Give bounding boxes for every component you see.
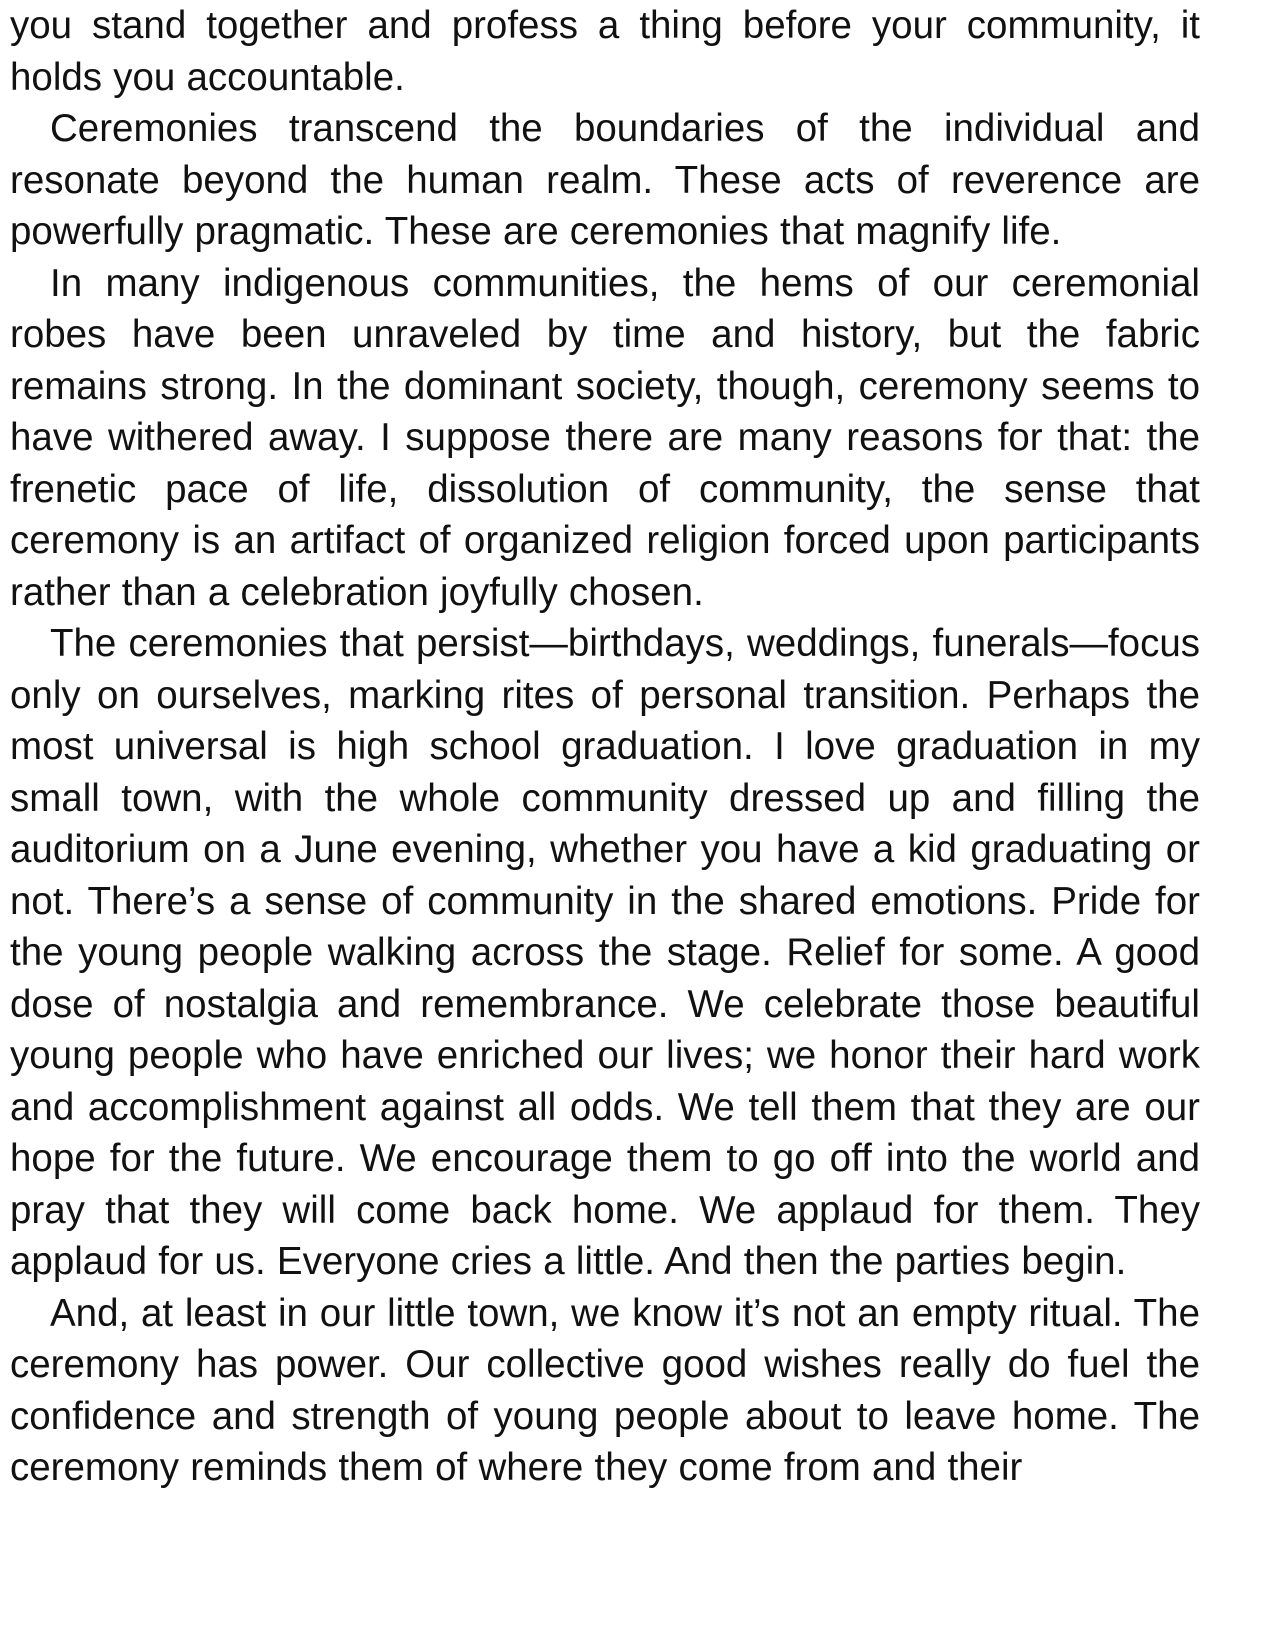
paragraph-indigenous-communities: In many indigenous communities, the hems of our ceremonial robes have been unraveled by time and history, but the fabric remains strong. In the dominant society, though, ceremony seems to have withered away. I suppose there are many reasons for that: the frenetic pace of life, dissolution of community, the sense that ceremony is an artifact of organized religion forced upon participants rather than a celebration joyfully chosen. bbox=[10, 261, 1200, 614]
paragraph-ceremonies-transcend: Ceremonies transcend the boundaries of the individual and resonate beyond the human realm. These acts of reverence are powerfully pragmatic. These are ceremonies that magnify life. bbox=[10, 107, 1200, 253]
paragraph-little-town: And, at least in our little town, we know it’s not an empty ritual. The ceremony has power. Our collective good wishes really do fuel the confidence and strength of young people about to leave home. The ceremony reminds them of where they come from and their bbox=[10, 1291, 1200, 1489]
paragraph-ceremonies-persist: The ceremonies that persist—birthdays, weddings, funerals—focus only on ourselves, marking rites of personal transition. Perhaps the most universal is high school graduation. I love graduation in my small town, with the whole community dressed up and filling the auditorium on a June evening, whether you have a kid graduating or not. There’s a sense of community in the shared emotions. Pride for the young people walking across the stage. Relief for some. A good dose of nostalgia and remembrance. We celebrate those beautiful young people who have enriched our lives; we honor their hard work and accomplishment against all odds. We tell them that they are our hope for the future. We encourage them to go off into the world and pray that they will come back home. We applaud for them. They applaud for us. Everyone cries a little. And then the parties begin. bbox=[10, 622, 1200, 1283]
paragraph-continuation: you stand together and profess a thing before your community, it holds you accountable. bbox=[10, 4, 1200, 99]
document-page bbox=[10, 0, 1200, 1494]
